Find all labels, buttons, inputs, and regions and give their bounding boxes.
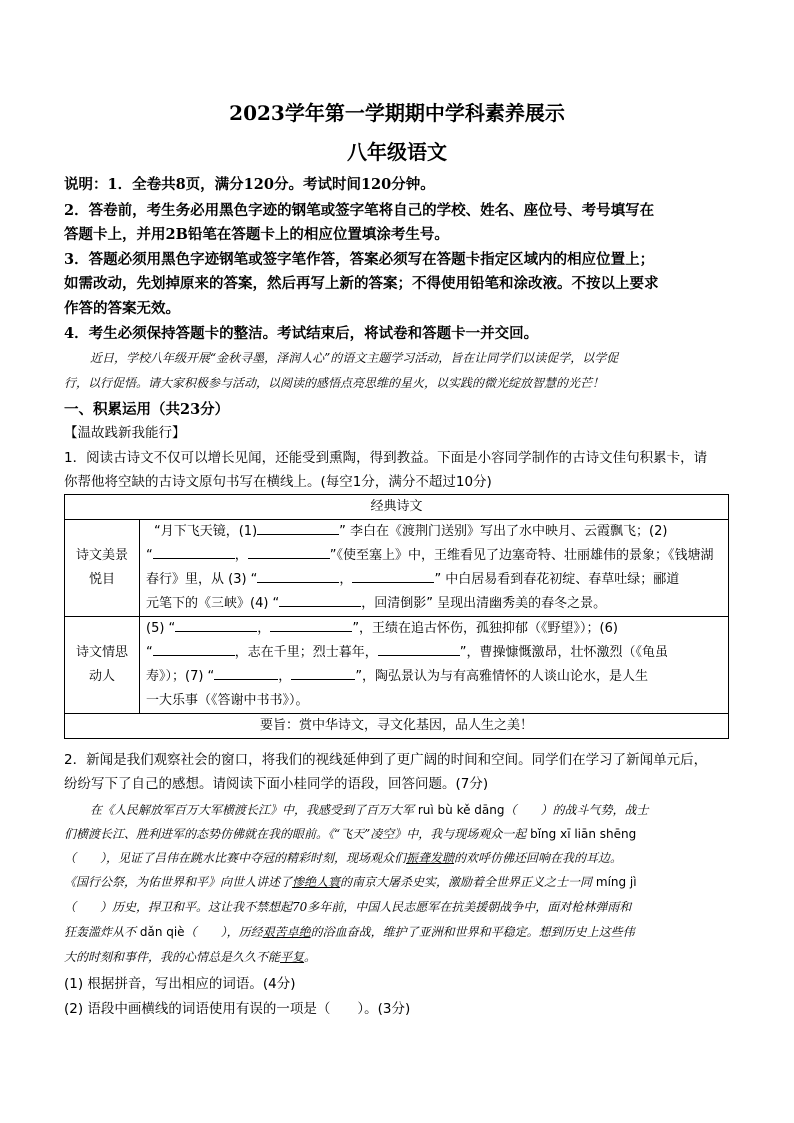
answer-blank[interactable] (248, 544, 330, 559)
instruction-line: 答题卡上，并用2B铅笔在答题卡上的相应位置填涂考生号。 (64, 226, 449, 243)
passage-line: 们横渡长江、胜利进军的态势仿佛就在我的眼前。《“飞天”凌空》中，我与现场观众一起 bǐng xī liān shēng (64, 827, 637, 841)
passage-line: （ ），见证了吕伟在跳水比赛中夺冠的精彩时刻，现场观众们振聋发聩的欢呼仿佛还回响在我的耳边。 (64, 851, 623, 865)
passage-line: 《国行公祭，为佑世界和平》向世人讲述了惨绝人寰的南京大屠杀史实，激励着全世界正义之士一同 míng jì (64, 875, 637, 889)
answer-blank[interactable] (257, 568, 339, 583)
exam-title: 2023学年第一学期期中学科素养展示 (229, 101, 565, 125)
underlined-word: 平复 (280, 950, 305, 964)
section-subheading: 【温故践新我能行】 (64, 425, 186, 441)
instruction-line: 说明：1．全卷共8页，满分120分。考试时间120分钟。 (64, 176, 435, 193)
instruction-line: 3．答题必须用黑色字迹钢笔或签字笔作答，答案必须写在答题卡指定区域内的相应位置上； (64, 251, 655, 268)
underlined-word: 振聋发聩 (406, 851, 455, 865)
pinyin: bǐng xī liān shēng (530, 827, 637, 841)
passage-line: 狂轰滥炸从不 dǎn qiè（ ），历经艰苦卓绝的浴血奋战，维护了亚洲和世界和平稳定。想到历史上这些伟 (64, 925, 635, 939)
underlined-word: 艰苦卓绝 (262, 925, 311, 939)
table-footer: 要旨：赏中华诗文，寻文化基因，品人生之美！ (65, 714, 729, 739)
answer-blank[interactable] (175, 617, 257, 632)
answer-blank[interactable] (257, 520, 339, 535)
answer-blank[interactable] (291, 665, 355, 680)
section-heading: 一、积累运用（共23分） (64, 401, 230, 418)
row-label-scenery: 诗文美景 悦目 (65, 520, 140, 617)
question-2-line: 纷纷写下了自己的感想。请阅读下面小桂同学的语段，回答问题。(7分) (64, 776, 489, 792)
pinyin: dǎn qiè (139, 925, 185, 939)
answer-blank[interactable] (279, 592, 361, 607)
exam-subtitle: 八年级语文 (347, 140, 447, 164)
passage-line: 大的时刻和事件，我的心情总是久久不能平复。 (64, 950, 317, 964)
answer-blank[interactable] (378, 641, 460, 656)
answer-blank[interactable] (214, 665, 278, 680)
question-2-line: 2．新闻是我们观察社会的窗口，将我们的视线延伸到了更广阔的时间和空间。同学们在学习了新闻单元后， (64, 752, 708, 768)
row-scenery-text: “月下飞天镜，(1) ” 李白在《渡荆门送别》写出了水中映月、云霞飘飞；(2) “ ， ”《使至塞上》中，王维看见了边塞奇特、壮丽雄伟的景象；《钱塘湖 春行》里，从 (3) “ ， ” 中白居易看到春花初绽、春草吐绿；郦道 元笔下的《三峡》(4) “ ，回清倒影” 呈现出清幽秀美的春冬之景。 (140, 520, 729, 617)
passage-line: （ ）历史，捍卫和平。这让我不禁想起70多年前，中国人民志愿军在抗美援朝战争中，面对枪林弹雨和 (64, 900, 632, 914)
question-1-line: 你帮他将空缺的古诗文原句书写在横线上。(每空1分，满分不超过10分) (64, 474, 492, 490)
instruction-line: 2．答卷前，考生务必用黑色字迹的钢笔或签字笔将自己的学校、姓名、座位号、考号填写在 (64, 202, 655, 219)
instruction-line: 作答的答案无效。 (64, 300, 180, 317)
answer-blank[interactable] (153, 544, 235, 559)
row-label-emotion: 诗文情思 动人 (65, 617, 140, 714)
intro-line: 近日，学校八年级开展“金秋寻墨，泽润人心”的语文主题学习活动，旨在让同学们以读促学，以学促 (90, 351, 619, 365)
pinyin: ruì bù kě dāng (417, 803, 505, 817)
table-header: 经典诗文 (65, 495, 729, 520)
answer-blank[interactable] (270, 617, 352, 632)
sub-question-2: (2) 语段中画横线的词语使用有误的一项是（ ）。(3分) (64, 1001, 411, 1017)
answer-blank[interactable] (153, 641, 235, 656)
sub-question-1: (1) 根据拼音，写出相应的词语。(4分) (64, 976, 296, 992)
question-1-line: 1．阅读古诗文不仅可以增长见闻，还能受到熏陶，得到教益。下面是小容同学制作的古诗文佳句积累卡，请 (64, 450, 708, 466)
pinyin: míng jì (595, 875, 637, 889)
intro-line: 行，以行促悟。请大家积极参与活动，以阅读的感悟点亮思维的星火，以实践的微光绽放智慧的光芒！ (64, 376, 605, 390)
instruction-line: 如需改动，先划掉原来的答案，然后再写上新的答案；不得使用铅笔和涂改液。不按以上要求 (64, 275, 659, 292)
poetry-card-table (64, 494, 729, 739)
row-emotion-text: (5) “ ， ”，王绩在追古怀伤，孤独抑郁（《野望》）；(6) “ ，志在千里；烈士暮年， ”，曹操慷慨激昂，壮怀激烈（《龟虽 寿》）；(7) “ ， ”，陶弘景认为与有高雅情怀的人谈山论水，是人生 一大乐事（《答谢中书书》）。 (140, 617, 729, 714)
answer-blank[interactable] (352, 568, 434, 583)
instruction-line: 4．考生必须保持答题卡的整洁。考试结束后，将试卷和答题卡一并交回。 (64, 325, 539, 342)
passage-line: 在《人民解放军百万大军横渡长江》中，我感受到了百万大军 ruì bù kě dāng（ ）的战斗气势，战士 (90, 803, 649, 817)
underlined-word: 惨绝人寰 (292, 875, 341, 889)
